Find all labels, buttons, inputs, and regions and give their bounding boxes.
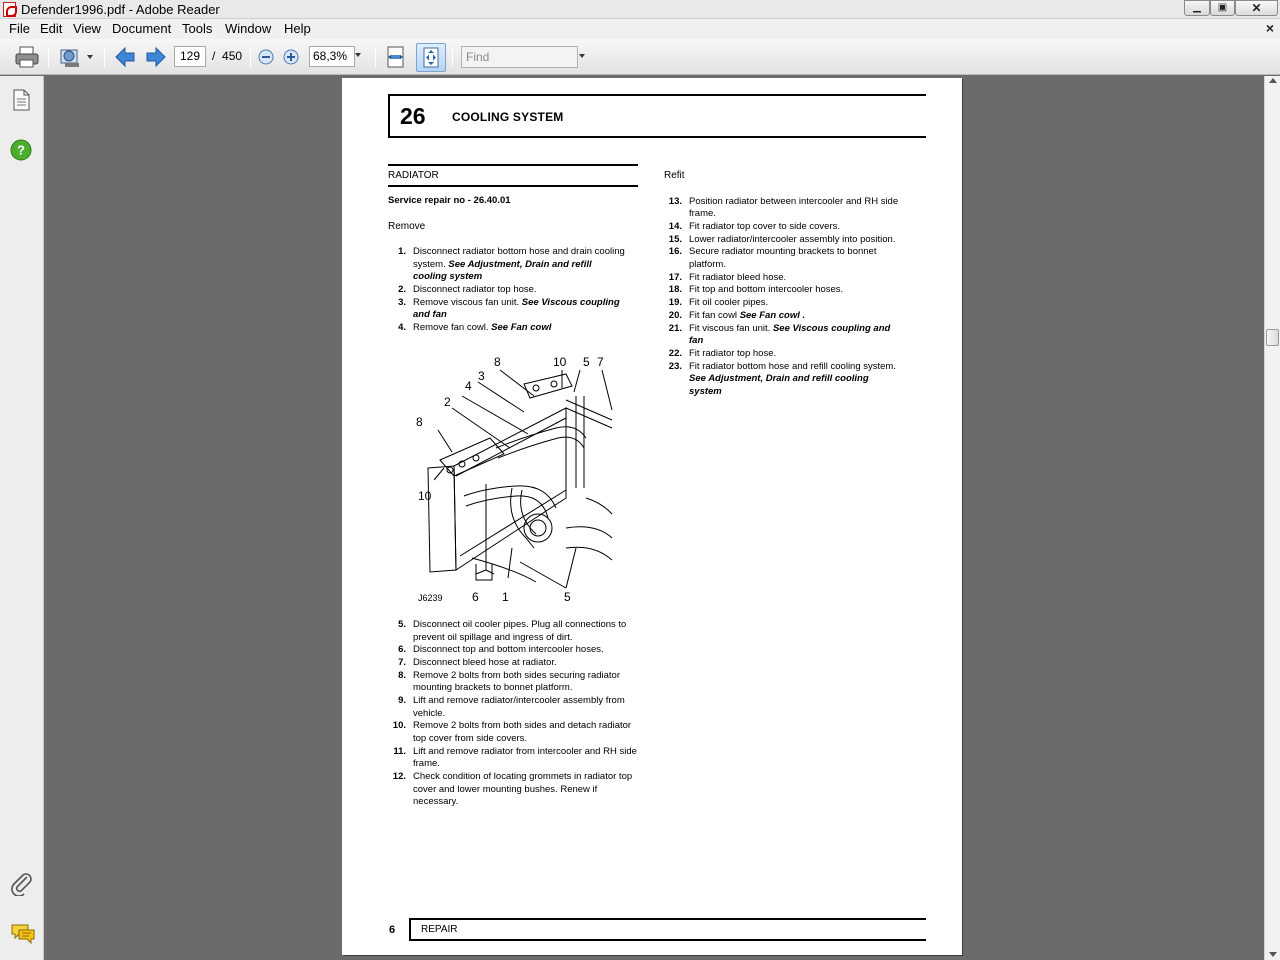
step-text: Position radiator between intercooler and RH side frame. <box>689 195 899 219</box>
callout-label: 8 <box>416 415 423 429</box>
list-item <box>664 196 900 221</box>
list-item <box>664 234 900 247</box>
step-text: Secure radiator mounting brackets to bonnet platform. <box>689 246 877 270</box>
attachments-icon <box>10 872 34 896</box>
list-item <box>664 246 900 271</box>
help-icon <box>10 139 32 161</box>
callout-label: 5 <box>564 590 571 602</box>
share-icon <box>58 45 96 69</box>
list-item <box>388 284 628 297</box>
step-text: Remove viscous fan unit. <box>413 296 522 308</box>
arrow-right-icon <box>144 45 168 69</box>
help-button[interactable] <box>10 139 32 164</box>
service-repair-number: Service repair no - 26.40.01 <box>388 195 511 206</box>
menu-window[interactable]: Window <box>225 21 272 36</box>
zoom-in-icon <box>282 45 300 69</box>
step-number: 10. <box>392 720 406 732</box>
list-item <box>388 771 638 809</box>
step-number: 2. <box>398 283 406 295</box>
step-text: Disconnect oil cooler pipes. Plug all connections to prevent oil spillage and ingress of dirt. <box>413 619 627 643</box>
zoom-in-button[interactable] <box>282 45 300 69</box>
step-text: Fit radiator bottom hose and refill cooling system. <box>689 360 896 372</box>
step-text: Fit top and bottom intercooler hoses. <box>689 284 844 296</box>
step-text: Check condition of locating grommets in radiator top cover and lower mounting bushes. Renew if necessary. <box>413 771 633 808</box>
scroll-down-icon[interactable] <box>1269 952 1277 957</box>
attachments-button[interactable] <box>10 872 34 899</box>
step-text: Lower radiator/intercooler assembly into position. <box>689 233 896 245</box>
step-number: 17. <box>668 271 682 283</box>
cross-reference-link[interactable]: See Adjustment, Drain and refill cooling system <box>413 258 592 282</box>
close-document-button[interactable]: × <box>1265 20 1274 36</box>
chapter-title: COOLING SYSTEM <box>452 110 564 124</box>
list-item <box>388 644 638 657</box>
refit-heading: Refit <box>664 170 685 181</box>
callout-label: 2 <box>444 395 451 409</box>
zoom-out-button[interactable] <box>257 45 275 69</box>
zoom-out-icon <box>257 45 275 69</box>
window-title: Defender1996.pdf - Adobe Reader <box>21 2 220 17</box>
step-number: 19. <box>668 297 682 309</box>
callout-label: 1 <box>502 590 509 602</box>
figure-reference: J6239 <box>418 593 443 602</box>
menu-document[interactable]: Document <box>112 21 172 36</box>
next-page-button[interactable] <box>144 45 168 69</box>
right-column <box>664 170 904 399</box>
step-text: Lift and remove radiator from intercooler and RH side frame. <box>413 745 637 770</box>
left-column-continued <box>388 619 644 809</box>
step-text: Remove fan cowl. <box>413 321 492 333</box>
list-item <box>388 720 638 745</box>
toolbar <box>0 39 1280 75</box>
step-text: Disconnect radiator top hose. <box>413 283 537 295</box>
list-item <box>388 246 628 284</box>
list-item <box>664 348 900 361</box>
step-number: 22. <box>668 348 682 360</box>
step-number: 14. <box>668 220 682 232</box>
callout-label: 5 <box>583 355 590 369</box>
vertical-scrollbar[interactable] <box>1264 76 1280 960</box>
fit-page-icon <box>417 44 445 71</box>
step-text: Remove 2 bolts from both sides and detach radiator top cover from side covers. <box>413 720 632 744</box>
step-text: Remove 2 bolts from both sides securing radiator mounting brackets to bonnet platform. <box>413 669 620 694</box>
document-viewport[interactable] <box>44 76 1264 960</box>
step-number: 8. <box>398 669 406 681</box>
step-text: Disconnect bleed hose at radiator. <box>413 657 557 669</box>
title-bar <box>0 0 1280 19</box>
footer-box <box>409 918 926 941</box>
chapter-number: 26 <box>400 103 426 129</box>
step-number: 23. <box>668 360 682 372</box>
printer-icon <box>14 45 40 69</box>
menu-view[interactable]: View <box>73 21 101 36</box>
footer-label: REPAIR <box>421 924 458 935</box>
callout-label: 7 <box>597 355 604 369</box>
list-item <box>388 322 628 335</box>
radiator-illustration <box>416 348 630 602</box>
step-text: Disconnect top and bottom intercooler hoses. <box>413 644 604 656</box>
step-number: 11. <box>393 745 406 757</box>
step-number: 3. <box>398 296 406 308</box>
step-text: Fit radiator top cover to side covers. <box>689 220 841 232</box>
menu-help[interactable]: Help <box>284 21 311 36</box>
callout-label: 6 <box>472 590 479 602</box>
step-number: 5. <box>398 619 406 630</box>
find-input[interactable]: Find <box>461 46 578 68</box>
cross-reference-link[interactable]: See Fan cowl . <box>739 310 806 322</box>
menu-edit[interactable]: Edit <box>40 21 63 36</box>
list-item <box>388 695 638 720</box>
print-button[interactable] <box>14 45 40 69</box>
page-number-input[interactable]: 129 <box>174 46 206 67</box>
refit-steps-list <box>664 196 900 399</box>
share-button[interactable] <box>58 45 96 69</box>
menu-file[interactable]: File <box>9 21 30 36</box>
list-item <box>388 746 638 771</box>
step-number: 6. <box>398 644 406 656</box>
scroll-thumb[interactable] <box>1266 329 1279 346</box>
list-item <box>388 297 628 322</box>
footer-page-number: 6 <box>389 924 396 936</box>
menu-bar <box>0 19 1280 39</box>
step-text: Fit radiator bleed hose. <box>689 271 787 283</box>
cross-reference-link[interactable]: See Viscous coupling and fan <box>413 296 620 321</box>
minimize-button[interactable]: ▁ <box>1184 0 1210 16</box>
scroll-up-icon[interactable] <box>1269 78 1277 83</box>
callout-label: 10 <box>553 355 567 369</box>
list-item <box>664 284 900 297</box>
zoom-level-field[interactable]: 68,3% <box>309 46 355 67</box>
step-number: 16. <box>668 246 682 258</box>
list-item <box>664 361 900 399</box>
pages-icon <box>10 88 32 112</box>
section-title: RADIATOR <box>388 164 638 187</box>
step-number: 21. <box>668 322 682 334</box>
navigation-panel <box>0 76 44 960</box>
step-number: 9. <box>398 695 406 707</box>
fit-page-button[interactable] <box>416 43 446 72</box>
callout-label: 4 <box>465 379 472 393</box>
list-item <box>388 657 638 670</box>
list-item <box>664 272 900 285</box>
arrow-left-icon <box>113 45 137 69</box>
list-item <box>664 323 900 348</box>
find-dropdown-icon[interactable] <box>579 54 585 58</box>
previous-page-button[interactable] <box>113 45 137 69</box>
maximize-button[interactable]: ▣ <box>1210 0 1235 16</box>
fit-width-icon <box>384 45 408 69</box>
list-item <box>388 670 638 695</box>
list-item <box>388 619 638 644</box>
step-text: Fit viscous fan unit. <box>689 322 773 334</box>
remove-steps-list <box>388 246 628 334</box>
callout-label: 3 <box>478 369 485 383</box>
pages-panel-button[interactable] <box>10 88 32 115</box>
step-number: 18. <box>668 284 682 296</box>
step-number: 7. <box>398 657 406 669</box>
cross-reference-link[interactable]: See Adjustment, Drain and refill cooling system <box>689 373 869 397</box>
zoom-dropdown-icon[interactable] <box>355 53 361 57</box>
step-number: 15. <box>668 233 682 245</box>
step-number: 1. <box>398 246 406 257</box>
comments-icon <box>10 922 36 944</box>
step-text: Fit radiator top hose. <box>689 348 777 360</box>
step-text: Fit fan cowl <box>689 310 740 322</box>
left-column <box>388 164 644 335</box>
adobe-reader-icon <box>3 2 16 17</box>
list-item <box>664 310 900 323</box>
list-item <box>664 297 900 310</box>
close-window-button[interactable]: ✕ <box>1235 0 1278 16</box>
remove-heading: Remove <box>388 220 426 232</box>
comments-button[interactable] <box>10 922 36 947</box>
callout-label: 10 <box>418 489 432 503</box>
menu-tools[interactable]: Tools <box>182 21 213 36</box>
step-text: Disconnect radiator bottom hose and drain cooling system. <box>413 246 625 270</box>
cross-reference-link[interactable]: See Viscous coupling and fan <box>689 322 891 347</box>
radiator-diagram <box>416 348 630 602</box>
step-number: 12. <box>392 771 406 783</box>
step-text: Fit oil cooler pipes. <box>689 297 769 309</box>
cross-reference-link[interactable]: See Fan cowl <box>491 321 552 333</box>
pdf-page <box>342 78 962 955</box>
step-number: 13. <box>668 195 682 207</box>
step-number: 20. <box>668 310 682 322</box>
step-number: 4. <box>398 321 406 333</box>
step-text: Lift and remove radiator/intercooler assembly from vehicle. <box>413 695 625 719</box>
chapter-header <box>388 94 926 138</box>
list-item <box>664 221 900 234</box>
svg-text:?: ? <box>17 142 25 158</box>
fit-width-button[interactable] <box>384 45 408 69</box>
page-total: / 450 <box>212 49 243 63</box>
callout-label: 8 <box>494 355 501 369</box>
remove-steps-list-continued <box>388 619 638 809</box>
